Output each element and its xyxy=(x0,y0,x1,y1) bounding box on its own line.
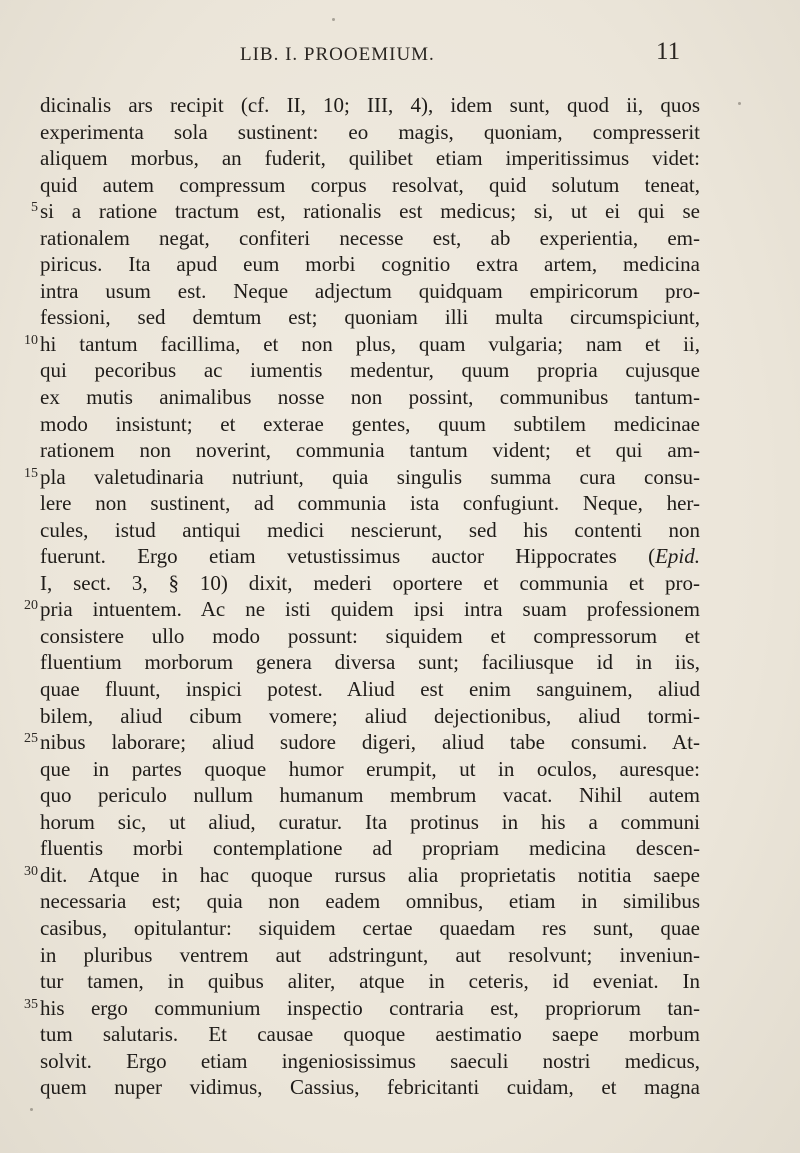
text-line xyxy=(0,623,800,650)
line-text: tum salutaris. Et causae quoque aestimatio saepe morbum xyxy=(40,1022,700,1047)
line-text: intra usum est. Neque adjectum quidquam empiricorum pro- xyxy=(40,278,700,303)
text-line xyxy=(0,1074,800,1101)
text-line xyxy=(0,172,800,199)
text-line xyxy=(0,225,800,252)
line-number: 10 xyxy=(24,332,38,348)
text-line xyxy=(0,331,800,358)
text-line xyxy=(0,862,800,889)
text-line xyxy=(0,596,800,623)
line-text: bilem, aliud cibum vomere; aliud dejectionibus, aliud tormi- xyxy=(40,703,700,728)
paper-speck xyxy=(30,1108,33,1111)
text-line xyxy=(0,570,800,597)
line-text: solvit. Ergo etiam ingeniosissimus saeculi nostri medicus, xyxy=(40,1048,700,1073)
line-text: piricus. Ita apud eum morbi cognitio extra artem, medicina xyxy=(40,252,700,277)
paper-speck xyxy=(332,18,335,21)
body-text xyxy=(0,92,800,1101)
text-line xyxy=(0,278,800,305)
text-line xyxy=(0,942,800,969)
line-text: fessioni, sed demtum est; quoniam illi multa circumspiciunt, xyxy=(40,305,700,330)
line-number: 5 xyxy=(31,200,38,216)
text-line xyxy=(0,676,800,703)
running-head-title: LIB. I. PROOEMIUM. xyxy=(240,44,435,65)
text-line xyxy=(0,809,800,836)
text-line xyxy=(0,304,800,331)
text-line xyxy=(0,835,800,862)
text-line xyxy=(0,1048,800,1075)
page-number: 11 xyxy=(656,38,681,65)
text-line xyxy=(0,357,800,384)
text-line xyxy=(0,437,800,464)
text-line xyxy=(0,729,800,756)
line-text: necessaria est; quia non eadem omnibus, etiam in similibus xyxy=(40,889,700,914)
line-text: rationem non noverint, communia tantum vident; et qui am- xyxy=(40,438,700,463)
text-line xyxy=(0,782,800,809)
text-line xyxy=(0,915,800,942)
line-text: fuerunt. Ergo etiam vetustissimus auctor Hippocrates (Epid. xyxy=(40,544,700,569)
text-line xyxy=(0,888,800,915)
line-text: in pluribus ventrem aut adstringunt, aut resolvunt; inveniun- xyxy=(40,942,700,967)
text-line xyxy=(0,92,800,119)
line-text: ex mutis animalibus nosse non possint, communibus tantum- xyxy=(40,385,700,410)
text-line xyxy=(0,490,800,517)
text-line xyxy=(0,384,800,411)
text-line xyxy=(0,517,800,544)
line-text: I, sect. 3, § 10) dixit, mederi oportere et communia et pro- xyxy=(40,570,700,595)
line-text: rationalem negat, confiteri necesse est, ab experientia, em- xyxy=(40,225,700,250)
line-number: 15 xyxy=(24,465,38,481)
line-text: quid autem compressum corpus resolvat, quid solutum teneat, xyxy=(40,172,700,197)
line-text: tur tamen, in quibus aliter, atque in ceteris, id eveniat. In xyxy=(40,969,700,994)
text-line xyxy=(0,411,800,438)
running-head xyxy=(0,38,800,68)
work-title-italic: Epid. xyxy=(655,544,700,569)
text-line xyxy=(0,251,800,278)
text-line xyxy=(0,145,800,172)
line-text: fluentium morborum genera diversa sunt; faciliusque id in iis, xyxy=(40,650,700,675)
line-text: experimenta sola sustinent: eo magis, quoniam, compresserit xyxy=(40,119,700,144)
line-text: cules, istud antiqui medici nescierunt, sed his contenti non xyxy=(40,517,700,542)
line-text: quem nuper vidimus, Cassius, febricitanti cuidam, et magna xyxy=(40,1075,700,1100)
line-text: modo insistunt; et exterae gentes, quum subtilem medicinae xyxy=(40,411,700,436)
line-text: pria intuentem. Ac ne isti quidem ipsi intra suam professionem xyxy=(40,597,700,622)
text-line xyxy=(0,464,800,491)
line-text: hi tantum facillima, et non plus, quam vulgaria; nam et ii, xyxy=(40,331,700,356)
line-number: 25 xyxy=(24,731,38,747)
text-line xyxy=(0,543,800,570)
line-text: horum sic, ut aliud, curatur. Ita protinus in his a communi xyxy=(40,809,700,834)
line-text: que in partes quoque humor erumpit, ut in oculos, auresque: xyxy=(40,756,700,781)
line-text: dicinalis ars recipit (cf. II, 10; III, 4), idem sunt, quod ii, quos xyxy=(40,93,700,117)
line-text: dit. Atque in hac quoque rursus alia proprietatis notitia saepe xyxy=(40,862,700,887)
text-line xyxy=(0,198,800,225)
line-text: fluentis morbi contemplatione ad propriam medicina descen- xyxy=(40,836,700,861)
line-text: casibus, opitulantur: siquidem certae quaedam res sunt, quae xyxy=(40,915,700,940)
line-number: 20 xyxy=(24,598,38,614)
line-text: lere non sustinent, ad communia ista confugiunt. Neque, her- xyxy=(40,491,700,516)
text-line xyxy=(0,1021,800,1048)
line-number: 35 xyxy=(24,996,38,1012)
line-text: aliquem morbus, an fuderit, quilibet etiam imperitissimus videt: xyxy=(40,146,700,171)
text-line xyxy=(0,756,800,783)
text-line xyxy=(0,995,800,1022)
text-line xyxy=(0,703,800,730)
line-text: qui pecoribus ac iumentis medentur, quum propria cujusque xyxy=(40,358,700,383)
line-text: nibus laborare; aliud sudore digeri, aliud tabe consumi. At- xyxy=(40,730,700,755)
text-line xyxy=(0,119,800,146)
line-text: quo periculo nullum humanum membrum vacat. Nihil autem xyxy=(40,783,700,808)
line-text: consistere ullo modo possunt: siquidem et compressorum et xyxy=(40,623,700,648)
line-text: quae fluunt, inspici potest. Aliud est enim sanguinem, aliud xyxy=(40,677,700,702)
line-number: 30 xyxy=(24,863,38,879)
line-text: pla valetudinaria nutriunt, quia singulis summa cura consu- xyxy=(40,464,700,489)
line-text: his ergo communium inspectio contraria est, propriorum tan- xyxy=(40,995,700,1020)
line-text: si a ratione tractum est, rationalis est medicus; si, ut ei qui se xyxy=(40,199,700,224)
text-line xyxy=(0,649,800,676)
text-line xyxy=(0,968,800,995)
